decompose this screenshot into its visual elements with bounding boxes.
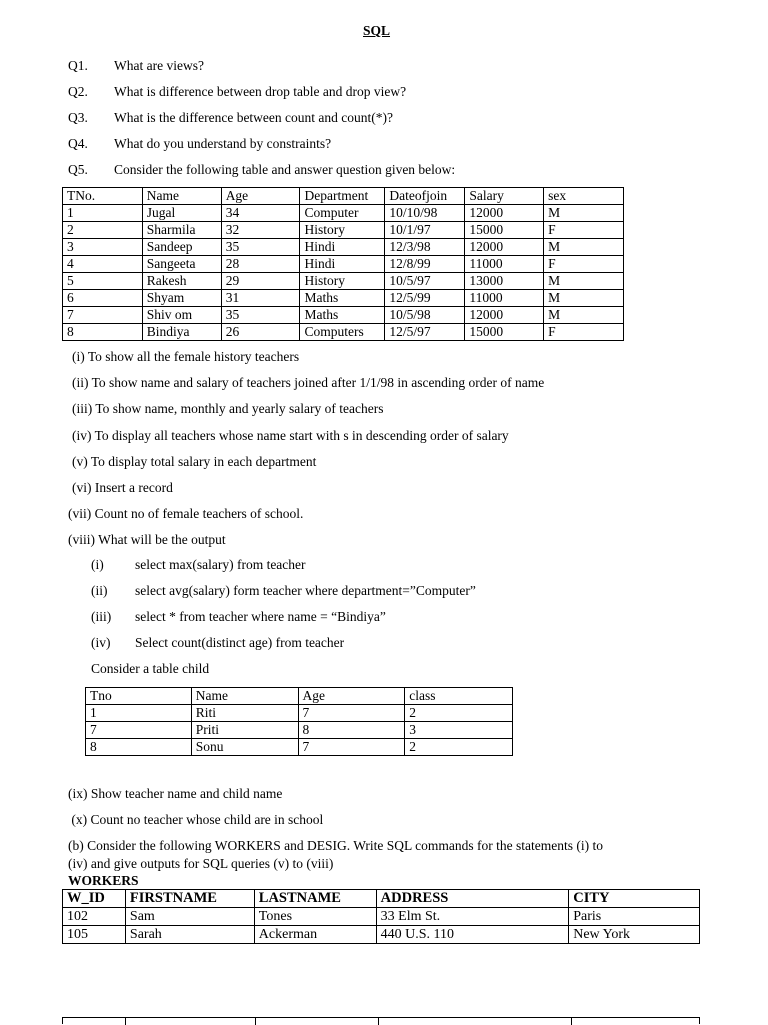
- table-cell: 31: [221, 290, 300, 307]
- table-cell: Computers: [300, 324, 385, 341]
- question-text: Consider the following table and answer question given below:: [114, 162, 456, 177]
- question-5: [68, 162, 708, 180]
- table-cell: M: [544, 307, 624, 324]
- sub-question-6: (vi) Insert a record: [72, 480, 173, 495]
- table-header-cell: Dateofjoin: [385, 188, 465, 205]
- teacher-table: [62, 187, 624, 341]
- table-cell: Jugal: [142, 205, 221, 222]
- table-cell: 6: [63, 290, 143, 307]
- table-cell: F: [544, 324, 624, 341]
- table-cell: Sharmila: [142, 222, 221, 239]
- table-cell: 13000: [465, 273, 544, 290]
- question-1: [68, 58, 708, 76]
- question-number: Q5.: [68, 162, 88, 177]
- question-ix: (ix) Show teacher name and child name: [68, 786, 283, 801]
- table-cell: Riti: [191, 705, 298, 722]
- table-cell: History: [300, 222, 385, 239]
- table-cell: 12000: [465, 307, 544, 324]
- table-cell: Maths: [300, 290, 385, 307]
- table-cell: M: [544, 205, 624, 222]
- workers-table: [62, 889, 700, 944]
- table-header-cell: sex: [544, 188, 624, 205]
- table-cell: Maths: [300, 307, 385, 324]
- table-row: [63, 256, 624, 273]
- table-header-cell: Salary: [465, 188, 544, 205]
- table-cell: 33 Elm St.: [376, 908, 569, 926]
- table-cell: 105: [63, 926, 126, 944]
- table-header-row: [86, 688, 513, 705]
- table-cell: 1: [63, 205, 143, 222]
- table-cell: 35: [221, 239, 300, 256]
- table-cell: Rakesh: [142, 273, 221, 290]
- question-number: Q4.: [68, 136, 88, 151]
- table-header-cell: Name: [142, 188, 221, 205]
- table-cell: 8: [298, 722, 405, 739]
- table-row: [63, 926, 700, 944]
- output-item-text: select max(salary) from teacher: [135, 557, 306, 572]
- cut-off-table-row: [62, 1017, 700, 1024]
- output-item-number: (iv): [91, 635, 111, 650]
- table-row: [63, 324, 624, 341]
- child-intro: Consider a table child: [91, 661, 210, 676]
- output-item-number: (ii): [91, 583, 108, 598]
- table-header-cell: class: [405, 688, 513, 705]
- table-cell: 26: [221, 324, 300, 341]
- table-cell: 2: [63, 222, 143, 239]
- table-cell: 3: [63, 239, 143, 256]
- output-item-number: (i): [91, 557, 104, 572]
- table-header-row: [63, 890, 700, 908]
- table-cell: 11000: [465, 290, 544, 307]
- sub-question-8: (viii) What will be the output: [68, 532, 226, 547]
- table-cell: Sam: [125, 908, 254, 926]
- table-cell: 10/5/98: [385, 307, 465, 324]
- table-cell: 8: [63, 324, 143, 341]
- table-row: [63, 222, 624, 239]
- table-row: [86, 705, 513, 722]
- table-row: [86, 722, 513, 739]
- question-number: Q1.: [68, 58, 88, 73]
- table-cell: 12/8/99: [385, 256, 465, 273]
- output-item-number: (iii): [91, 609, 112, 624]
- table-cell: 7: [63, 307, 143, 324]
- table-header-cell: Department: [300, 188, 385, 205]
- question-text: What is difference between drop table and drop view?: [114, 84, 407, 99]
- table-cell: 102: [63, 908, 126, 926]
- table-cell: 32: [221, 222, 300, 239]
- question-2: [68, 84, 708, 102]
- table-cell: History: [300, 273, 385, 290]
- table-header-cell: FIRSTNAME: [125, 890, 254, 908]
- table-row: [63, 908, 700, 926]
- table-cell: M: [544, 239, 624, 256]
- table-cell: New York: [569, 926, 700, 944]
- table-cell: 34: [221, 205, 300, 222]
- table-cell: Sarah: [125, 926, 254, 944]
- table-header-cell: W_ID: [63, 890, 126, 908]
- table-cell: F: [544, 222, 624, 239]
- table-cell: Shiv om: [142, 307, 221, 324]
- table-cell: 12/5/97: [385, 324, 465, 341]
- sub-question-2: (ii) To show name and salary of teachers joined after 1/1/98 in ascending order of name: [72, 375, 545, 390]
- table-cell: 3: [405, 722, 513, 739]
- table-cell: 10/1/97: [385, 222, 465, 239]
- table-cell: M: [544, 290, 624, 307]
- table-header-cell: TNo.: [63, 188, 143, 205]
- sub-question-7: (vii) Count no of female teachers of school.: [68, 506, 304, 521]
- table-cell: Paris: [569, 908, 700, 926]
- child-table: [85, 687, 513, 756]
- output-item-text: select * from teacher where name = “Bindiya”: [135, 609, 386, 624]
- table-cell: 7: [86, 722, 192, 739]
- table-cell: 35: [221, 307, 300, 324]
- table-row: [86, 739, 513, 756]
- output-item-text: select avg(salary) form teacher where department=”Computer”: [135, 583, 476, 598]
- table-header-cell: Age: [298, 688, 405, 705]
- question-text: What do you understand by constraints?: [114, 136, 332, 151]
- question-number: Q2.: [68, 84, 88, 99]
- table-cell: 11000: [465, 256, 544, 273]
- table-header-cell: LASTNAME: [254, 890, 376, 908]
- table-cell: 12/3/98: [385, 239, 465, 256]
- table-cell: 28: [221, 256, 300, 273]
- table-header-cell: ADDRESS: [376, 890, 569, 908]
- table-cell: F: [544, 256, 624, 273]
- question-4: [68, 136, 708, 154]
- table-cell: 10/5/97: [385, 273, 465, 290]
- part-b-line-1: (b) Consider the following WORKERS and DESIG. Write SQL commands for the statements (i) to: [68, 838, 604, 853]
- sub-question-5: (v) To display total salary in each department: [72, 454, 317, 469]
- part-b-line-2: (iv) and give outputs for SQL queries (v) to (viii): [68, 856, 334, 871]
- table-row: [63, 205, 624, 222]
- sub-question-4: (iv) To display all teachers whose name start with s in descending order of salary: [72, 428, 509, 443]
- table-cell: 1: [86, 705, 192, 722]
- question-text: What are views?: [114, 58, 204, 73]
- table-cell: 29: [221, 273, 300, 290]
- table-cell: 12000: [465, 239, 544, 256]
- table-cell: Priti: [191, 722, 298, 739]
- table-header-cell: Name: [191, 688, 298, 705]
- page-title: SQL: [363, 23, 391, 38]
- table-cell: Sandeep: [142, 239, 221, 256]
- table-cell: Sonu: [191, 739, 298, 756]
- table-header-cell: Tno: [86, 688, 192, 705]
- table-row: [63, 239, 624, 256]
- table-cell: M: [544, 273, 624, 290]
- table-header-cell: Age: [221, 188, 300, 205]
- table-cell: Ackerman: [254, 926, 376, 944]
- table-cell: Hindi: [300, 256, 385, 273]
- table-cell: Hindi: [300, 239, 385, 256]
- question-number: Q3.: [68, 110, 88, 125]
- sub-question-1: (i) To show all the female history teachers: [72, 349, 300, 364]
- table-cell: 7: [298, 739, 405, 756]
- table-header-cell: CITY: [569, 890, 700, 908]
- table-cell: 5: [63, 273, 143, 290]
- table-cell: 10/10/98: [385, 205, 465, 222]
- table-cell: Tones: [254, 908, 376, 926]
- table-row: [63, 290, 624, 307]
- table-cell: 15000: [465, 324, 544, 341]
- question-x: (x) Count no teacher whose child are in school: [68, 812, 324, 827]
- table-cell: 8: [86, 739, 192, 756]
- question-3: [68, 110, 708, 128]
- table-cell: 15000: [465, 222, 544, 239]
- table-cell: 12000: [465, 205, 544, 222]
- table-header-row: [63, 188, 624, 205]
- table-cell: 4: [63, 256, 143, 273]
- table-cell: Computer: [300, 205, 385, 222]
- question-text: What is the difference between count and count(*)?: [114, 110, 394, 125]
- workers-label: WORKERS: [68, 873, 139, 888]
- table-cell: Shyam: [142, 290, 221, 307]
- sub-question-3: (iii) To show name, monthly and yearly salary of teachers: [72, 401, 384, 416]
- table-cell: 2: [405, 739, 513, 756]
- table-cell: 7: [298, 705, 405, 722]
- output-item-text: Select count(distinct age) from teacher: [135, 635, 345, 650]
- table-cell: 2: [405, 705, 513, 722]
- table-row: [63, 273, 624, 290]
- table-cell: 12/5/99: [385, 290, 465, 307]
- table-row: [63, 307, 624, 324]
- table-cell: Sangeeta: [142, 256, 221, 273]
- table-cell: Bindiya: [142, 324, 221, 341]
- table-cell: 440 U.S. 110: [376, 926, 569, 944]
